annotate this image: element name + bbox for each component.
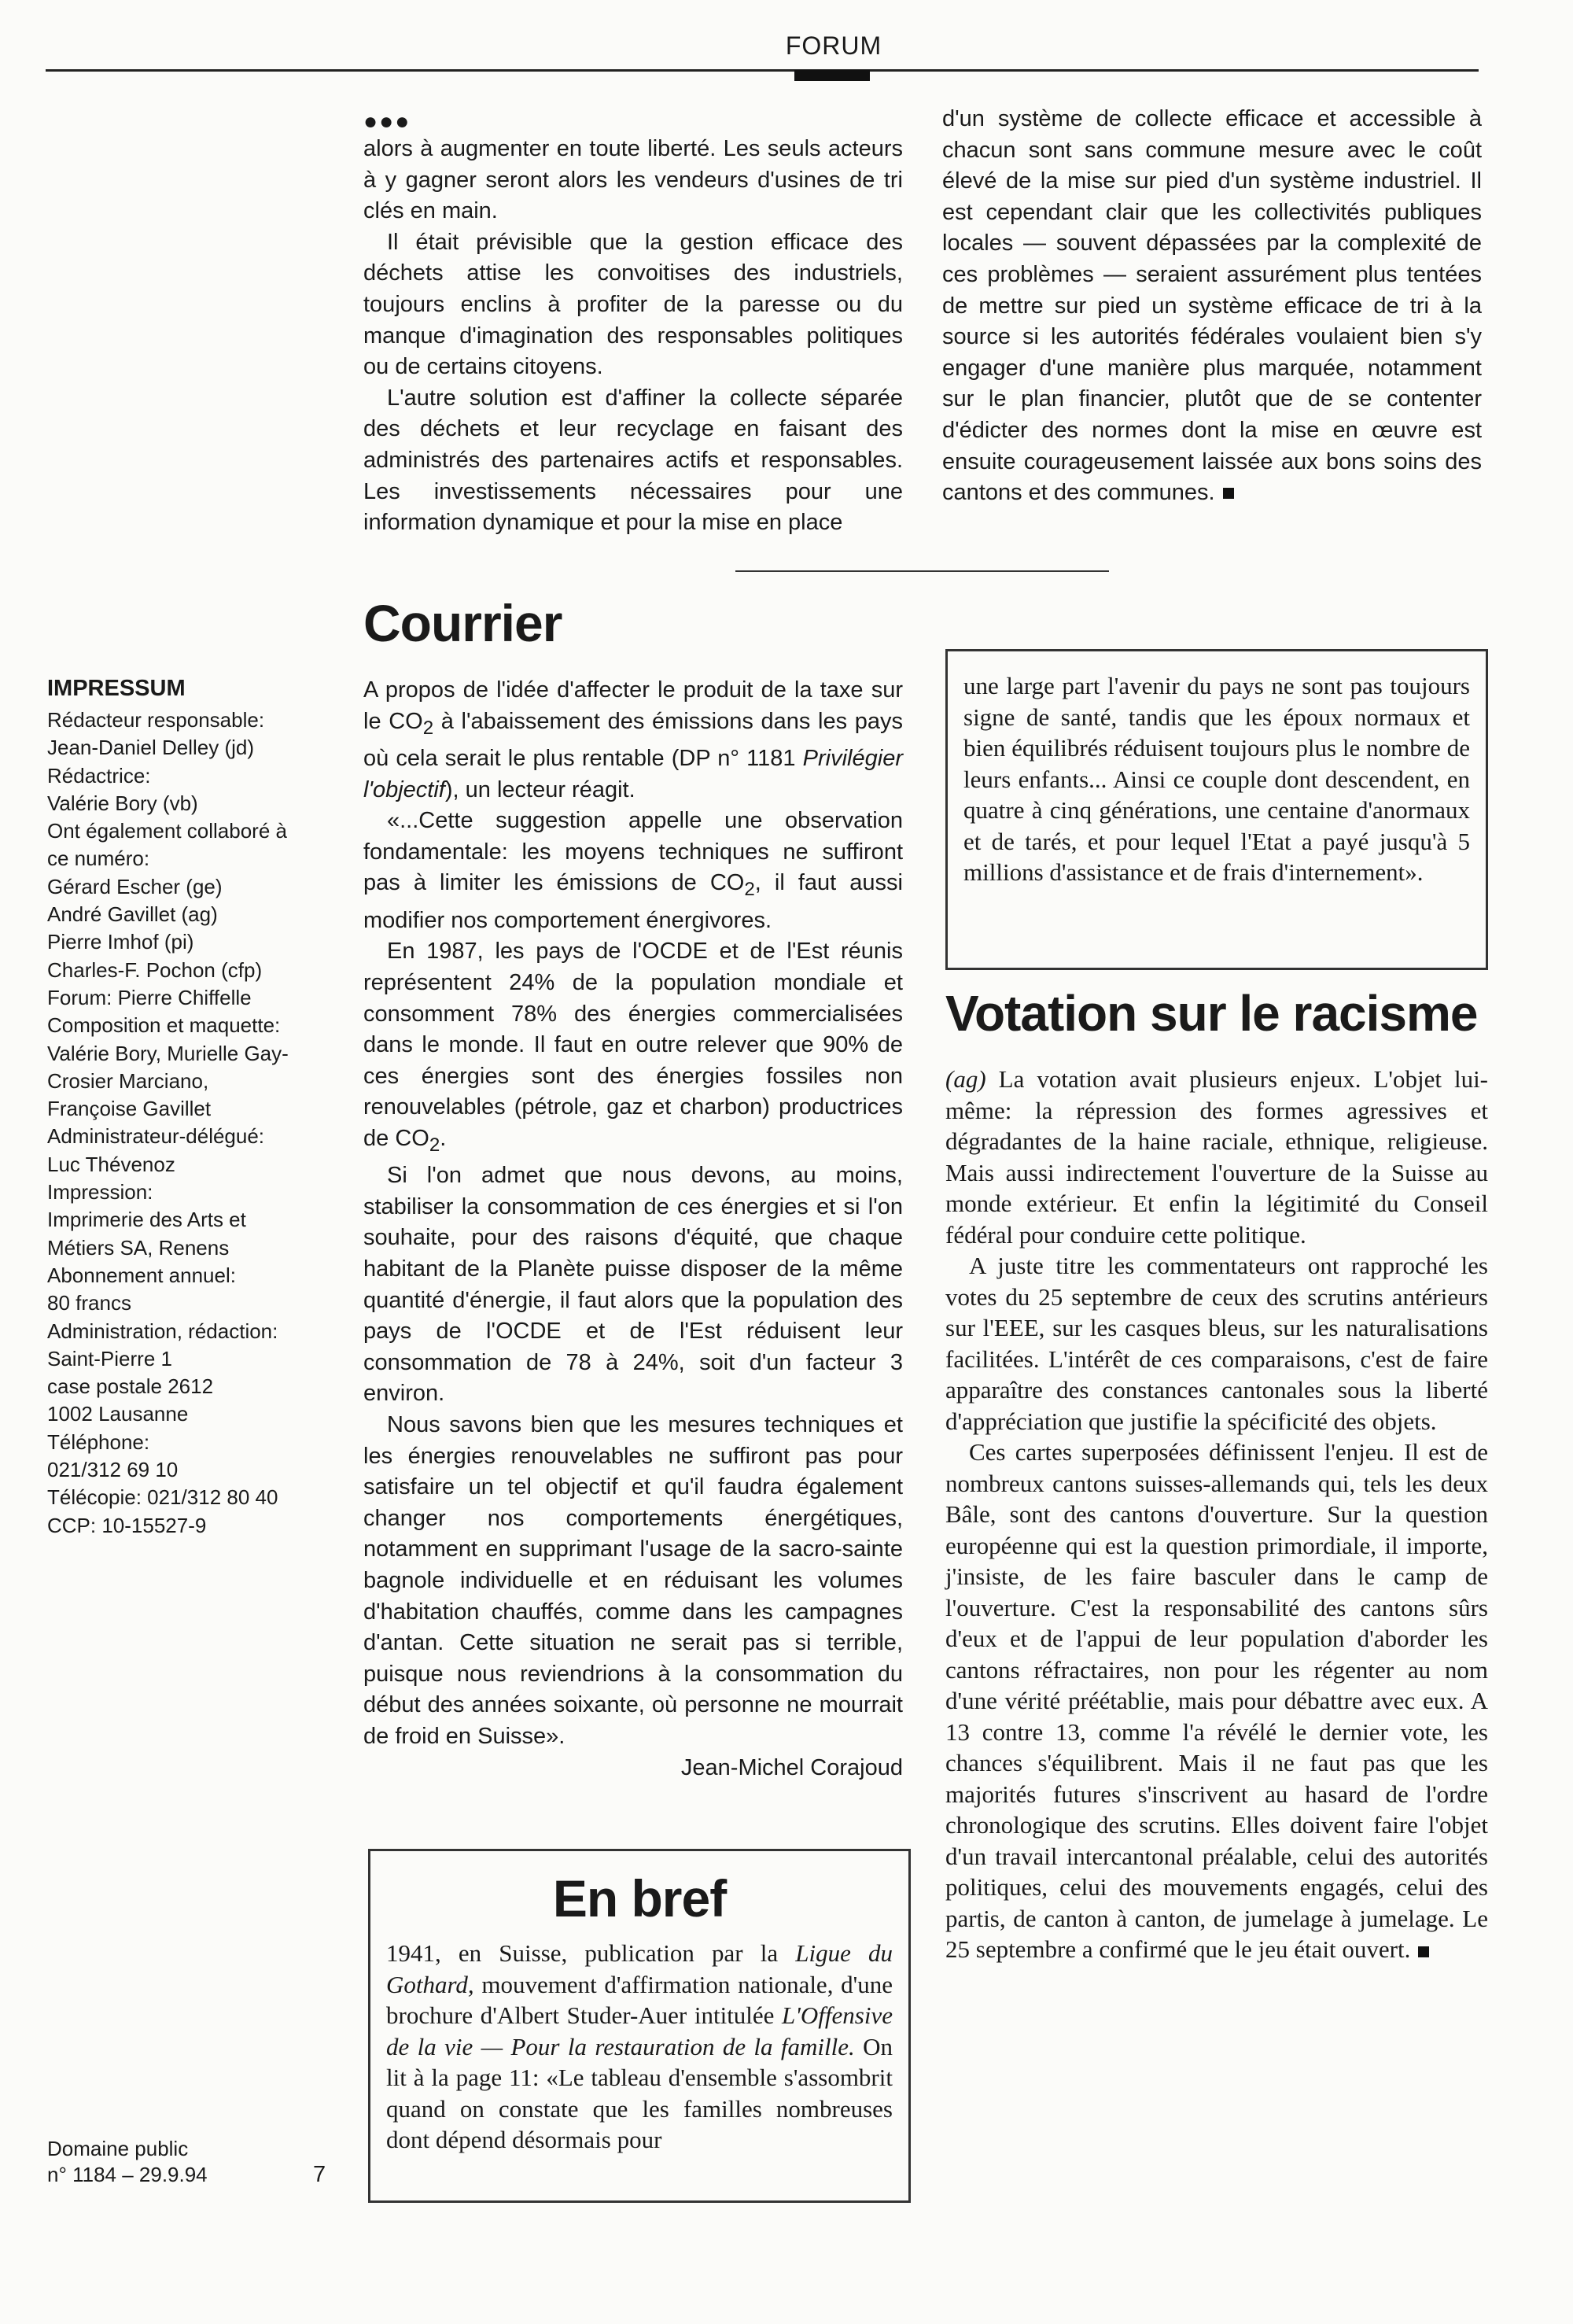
courrier-paragraph [363,675,903,806]
impressum-line: Télécopie: 021/312 80 40 [47,1485,278,1510]
impressum-line: Abonnement annuel: [47,1263,236,1287]
top-article-col1 [363,110,903,539]
text-run: ), un lecteur réagit. [444,777,635,802]
impressum-line: Françoise Gavillet [47,1097,212,1121]
impressum-line: Charles-F. Pochon (cfp) [47,957,263,982]
en-bref-continuation-text: une large part l'avenir du pays ne sont pas toujours signe de santé, tandis que les époux normaux et bien équilibrés réduisent toujours plus le nombre de leurs enfants... Ainsi ce couple dont descendent, en quatre à cinq générations, une centaine d'anormaux et de tarés, et pour lequel l'Etat a payé jusqu'à 5 millions d'assistance et de frais d'internement». [963,672,1470,886]
subscript-run: 2 [744,879,755,901]
votation-body [945,1064,1488,1965]
header-tab-marker [794,70,870,81]
impressum-line: case postale 2612 [47,1374,214,1399]
text-run: On lit à la page 11: «Le tableau d'ensemble s'assombrit quand on constate que les familles nombreuses dont dépend désormais pour [386,2032,893,2153]
impressum-lines [47,706,340,1540]
impressum [47,670,340,1540]
impressum-line: Saint-Pierre 1 [47,1346,172,1370]
courrier-paragraph [363,936,903,1160]
text-run: 1941, en Suisse, publication par la [386,1939,796,1967]
end-mark [1223,488,1234,499]
section-header-label: FORUM [785,31,882,60]
impressum-line: Rédactrice: [47,763,151,788]
courrier-body [363,675,903,1784]
impressum-line: André Gavillet (ag) [47,902,218,927]
text-run: A propos de l'idée d'affecter le produit de la taxe sur le CO [363,677,903,734]
courrier-paragraph [363,1160,903,1410]
section-divider [735,570,1109,572]
impressum-line: Rédacteur responsable: [47,708,265,732]
impressum-line: Composition et maquette: [47,1013,281,1038]
impressum-line: Gérard Escher (ge) [47,874,223,898]
italic-run: Ligue du Gothard, [386,1939,893,1998]
header-rule [46,69,1479,72]
impressum-line: Luc Thévenoz [47,1152,175,1176]
text-run: La votation avait plusieurs enjeux. L'objet lui-même: la répression des formes agressives et dégradantes de la haine raciale, ethnique, religieuse. Mais aussi indirectement l'ouverture de la Suisse au monde extérieur. Et enfin la légitimité du Conseil fédéral pour conduire cette politique. [945,1065,1488,1249]
impressum-line: Imprimerie des Arts et [47,1208,246,1232]
top-article-col2 [942,104,1482,509]
impressum-line: 80 francs [47,1291,131,1315]
top-article-text: d'un système de collecte efficace et accessible à chacun sont sans commune mesure avec le coût élevé de la mise sur pied d'un système industriel. Il est cependant clair que les collectivités publiques locales — souvent dépassées par la complexité de ces problèmes — seraient assurément plus tentées de mettre sur pied un système efficace de tri à la source si les autorités fédérales voulaient bien s'y engager d'une manière plus marquée, notamment sur le plan financier, plutôt que de se contenter d'édicter des normes dont la mise en œuvre est ensuite courageusement laissée aux bons soins des cantons et des communes. [942,106,1482,506]
courrier-title: Courrier [363,594,562,652]
en-bref-title: En bref [552,1869,727,1927]
impressum-line: Crosier Marciano, [47,1068,209,1093]
subscript-run: 2 [422,717,434,739]
text-run: «...Cette suggestion appelle une observation fondamentale: les moyens techniques ne suffiront pas à limiter les émissions de CO [363,808,903,896]
impressum-line: Impression: [47,1180,153,1204]
impressum-line: 021/312 69 10 [47,1458,179,1482]
votation-title: Votation sur le racisme [945,985,1478,1042]
issue-info: n° 1184 – 29.9.94 [47,2163,208,2186]
text-run: En 1987, les pays de l'OCDE et de l'Est réunis représentent 24% de la population mondiale et consomment 78% des énergies commercialisées dans le monde. Il faut en outre relever que 90% de ces énergies sont des énergies fossiles non renouvelables (pétrole, gaz et charbon) productrices de CO [363,939,903,1151]
impressum-line: Administrateur-délégué: [47,1124,265,1149]
top-article-paragraph: L'autre solution est d'affiner la collecte séparée des déchets et leur recyclage en faisant des administrés des partenaires actifs et responsables. Les investissements nécessaires pour une information dynamique et pour la mise en place [363,385,903,536]
impressum-line: Pierre Imhof (pi) [47,930,194,954]
footer [47,2136,346,2188]
impressum-line: Jean-Daniel Delley (jd) [47,736,254,760]
en-bref-paragraph [386,1938,893,2156]
text-run: , il faut aussi modifier nos comportement énergivores. [363,870,903,933]
votation-paragraph [945,1437,1488,1965]
text-run: . [440,1125,447,1151]
impressum-line: Administration, rédaction: [47,1319,278,1343]
en-bref-box [368,1849,911,2203]
en-bref-continuation-box [945,649,1488,970]
impressum-line: Métiers SA, Renens [47,1235,230,1260]
italic-run: L'Offensive de la vie — Pour la restauration de la famille. [386,2001,893,2060]
en-bref-continuation [963,670,1470,888]
impressum-line: Valérie Bory (vb) [47,791,198,815]
continuation-dots: ●●● [363,109,411,135]
italic-run: Privilégier l'objectif [363,745,903,802]
impressum-title: IMPRESSUM [47,676,186,701]
text-run: Si l'on admet que nous devons, au moins, stabiliser la consommation de ces énergies et si l'on souhaite, pour des raisons d'équité, que chaque habitant de la Planète puisse disposer de la même quantité d'énergie, il faut alors que la population des pays de l'OCDE et de l'Est réduisent leur consommation de 78 à 24%, soit d'un facteur 3 environ. [363,1163,903,1407]
end-mark [1418,1946,1429,1957]
impressum-line: Ont également collaboré à [47,819,287,843]
courrier-paragraph [363,1410,903,1753]
impressum-line: CCP: 10-15527-9 [47,1513,207,1537]
top-article-paragraph: Il était prévisible que la gestion efficace des déchets attise les convoitises des industriels, toujours enclins à profiter de la paresse ou du manque d'imagination des responsables politiques ou de certains citoyens. [363,229,903,380]
text-run: Nous savons bien que les mesures techniques et les énergies renouvelables ne suffiront pas pour satisfaire un tel objectif et qu'il faudra également changer nos comportements énergétiques, notamment en supprimant l'usage de la sacro-sainte bagnole individuelle et en réduisant les volumes d'habitation chauffés, comme dans les campagnes d'antan. Cette situation ne serait pas si terrible, puisque nous reviendrions à la consommation du début des années soixante, où personne ne mourrait de froid en Suisse». [363,1412,903,1749]
impressum-line: Valérie Bory, Murielle Gay- [47,1041,289,1065]
top-article-paragraph [942,104,1482,509]
impressum-line: 1002 Lausanne [47,1402,189,1426]
publication-name: Domaine public [47,2137,189,2160]
courrier-signature: Jean-Michel Corajoud [680,1754,903,1780]
courrier-paragraph [363,806,903,936]
text-run: à l'abaissement des émissions dans les pays où cela serait le plus rentable (DP n° 1181 [363,708,903,771]
impressum-line: Forum: Pierre Chiffelle [47,985,252,1009]
impressum-line: Téléphone: [47,1429,150,1454]
page-number: 7 [313,2162,326,2187]
text-run: mouvement d'affirmation nationale, d'une brochure d'Albert Studer-Auer intitulée [386,1970,893,2029]
subscript-run: 2 [429,1134,440,1156]
votation-paragraph: A juste titre les commentateurs ont rapproché les votes du 25 septembre de ceux des scrutins antérieurs sur l'EEE, sur les casques bleus, sur les naturalisations facilitées. L'intérêt de ces comparaisons, c'est de faire apparaître des constances cantonales sous la liberté d'appréciation que justifie la spécificité des objets. [945,1252,1488,1435]
top-article-paragraph: alors à augmenter en toute liberté. Les seuls acteurs à y gagner seront alors les vendeurs d'usines de tri clés en main. [363,136,903,224]
impressum-line: ce numéro: [47,847,150,871]
author-tag: (ag) [945,1065,986,1093]
en-bref-text [370,1930,908,2156]
votation-paragraph [945,1064,1488,1250]
text-run: Ces cartes superposées définissent l'enjeu. Il est de nombreux cantons suisses-allemands qui, tels les deux Bâle, sont des cantons d'ouverture. Sur la question européenne qui est la question primordiale, il importe, j'insiste, de les faire basculer dans le camp de l'ouverture. C'est la responsabilité des cantons sûrs d'eux et de l'appui de leur population d'aborder les cantons réfractaires, non pour les régenter au nom d'une vérité préétablie, mais pour débattre avec eux. A 13 contre 13, comme l'a révélé le dernier vote, les chances s'équilibrent. Mais il ne faut pas que les majorités futures s'inscrivent au hasard de l'ordre chronologique des scrutins. Elles doivent faire l'objet d'un travail intercantonal préalable, celui des autorités politiques, celui des mouvements engagés, celui des partis, de canton à canton, de jumelage à jumelage. Le 25 septembre a confirmé que le jeu était ouvert. [945,1438,1488,1963]
